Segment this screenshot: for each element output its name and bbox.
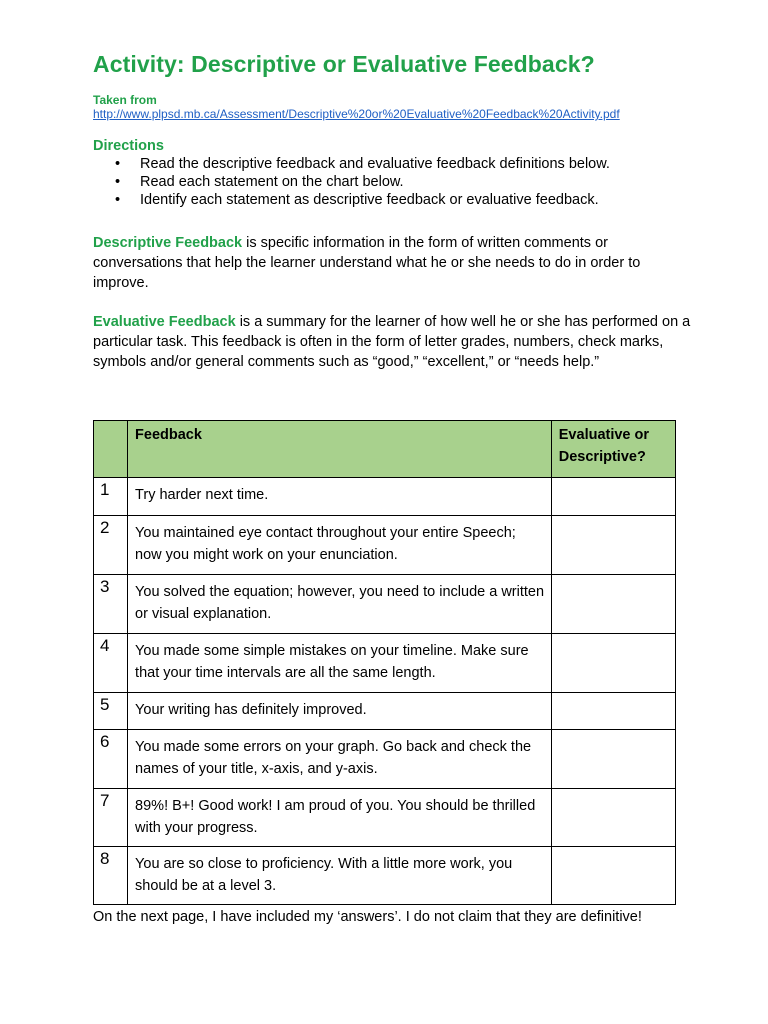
row-number: 5 (94, 693, 128, 730)
bullet-icon: • (115, 192, 121, 208)
direction-text: Read the descriptive feedback and evaluative feedback definitions below. (140, 156, 610, 172)
source-link[interactable]: http://www.plpsd.mb.ca/Assessment/Descriptive%20or%20Evaluative%20Feedback%20Activity.pdf (93, 107, 620, 121)
answer-cell[interactable] (551, 478, 675, 516)
table-row (94, 693, 676, 730)
row-number: 8 (94, 847, 128, 905)
row-feedback: 89%! B+! Good work! I am proud of you. You should be thrilled with your progress. (128, 789, 552, 847)
footer-note: On the next page, I have included my ‘answers’. I do not claim that they are definitive! (93, 909, 642, 925)
descriptive-definition (93, 233, 693, 293)
directions-heading: Directions (93, 138, 164, 154)
row-feedback: You maintained eye contact throughout your entire Speech; now you might work on your enunciation. (128, 516, 552, 575)
bullet-icon: • (115, 174, 121, 190)
row-number: 1 (94, 478, 128, 516)
row-number: 4 (94, 634, 128, 693)
header-feedback: Feedback (128, 421, 552, 478)
list-item (93, 155, 693, 173)
feedback-table (93, 420, 676, 905)
row-number: 7 (94, 789, 128, 847)
table-row (94, 847, 676, 905)
row-feedback: You are so close to proficiency. With a little more work, you should be at a level 3. (128, 847, 552, 905)
evaluative-term: Evaluative Feedback (93, 314, 236, 330)
page-title: Activity: Descriptive or Evaluative Feedback? (93, 51, 595, 77)
direction-text: Identify each statement as descriptive feedback or evaluative feedback. (140, 192, 599, 208)
header-answer: Evaluative or Descriptive? (551, 421, 675, 478)
row-feedback: You solved the equation; however, you need to include a written or visual explanation. (128, 575, 552, 634)
direction-text: Read each statement on the chart below. (140, 174, 404, 190)
descriptive-text: is specific information in the form of written comments or conversations that help the learner understand what he or she needs to do in order to improve. (93, 235, 641, 291)
descriptive-term: Descriptive Feedback (93, 235, 243, 251)
list-item (93, 191, 693, 209)
table-row (94, 478, 676, 516)
table-row (94, 730, 676, 789)
answer-cell[interactable] (551, 693, 675, 730)
table-row (94, 789, 676, 847)
row-feedback: Your writing has definitely improved. (128, 693, 552, 730)
row-number: 6 (94, 730, 128, 789)
answer-cell[interactable] (551, 516, 675, 575)
row-feedback: You made some simple mistakes on your timeline. Make sure that your time intervals are all the same length. (128, 634, 552, 693)
answer-cell[interactable] (551, 730, 675, 789)
source-label: Taken from (93, 93, 157, 107)
table-row (94, 634, 676, 693)
answer-cell[interactable] (551, 847, 675, 905)
row-feedback: Try harder next time. (128, 478, 552, 516)
header-number (94, 421, 128, 478)
bullet-icon: • (115, 156, 121, 172)
row-number: 3 (94, 575, 128, 634)
list-item (93, 173, 693, 191)
answer-cell[interactable] (551, 789, 675, 847)
directions-list (93, 155, 693, 209)
table-row (94, 516, 676, 575)
row-feedback: You made some errors on your graph. Go back and check the names of your title, x-axis, and y-axis. (128, 730, 552, 789)
evaluative-text: is a summary for the learner of how well he or she has performed on a particular task. This feedback is often in the form of letter grades, numbers, check marks, symbols and/or general comments such as “good,” “excellent,” or “needs help.” (93, 314, 691, 370)
table-header-row (94, 421, 676, 478)
evaluative-definition (93, 312, 693, 372)
document-page (93, 50, 693, 372)
answer-cell[interactable] (551, 634, 675, 693)
row-number: 2 (94, 516, 128, 575)
answer-cell[interactable] (551, 575, 675, 634)
table-row (94, 575, 676, 634)
